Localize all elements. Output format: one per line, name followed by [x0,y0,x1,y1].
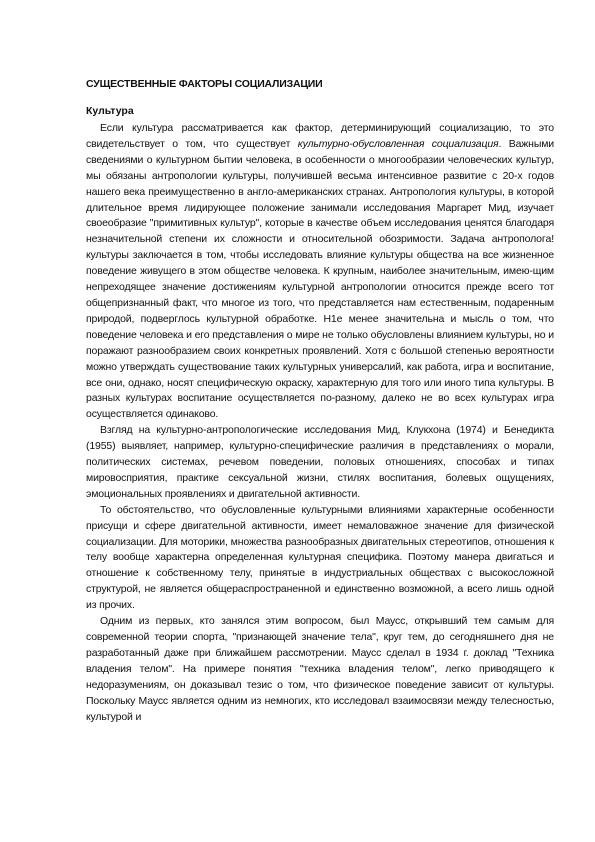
paragraph-text: . Важными сведениями о культурном бытии человека, в особенности о многообразии человеческих культур, мы обязаны антропологии культуры, получившей весьма интенсивное развитие с 20-х годов нашего века преимущественно в англо-американских странах. Антропология культуры, в которой длительное время лидирующее положение занимали исследования Маргарет Мид, изучает своеобразие "примитивных культур", которые в качестве объем исследования ценятся благодаря незначительной степени их сложности и относительной обозримости. Задача антропологa! культуры заключается в том, чтобы исследовать влияние культуры общества на все жизненное поведение живущего в этом обществе человека. К крупным, наиболее значительным, имею-щим непреходящее значение достижениям культурной антропологии относится прежде всего тот общепризнанный факт, что многое из того, что представляется нам естественным, подаренным природой, подверглось культурной обработке. Н1е менее значительна и мысль о том, что поведение человека и его представления о мире не только обусловлены влиянием культуры, но и поражают разнообразием своих конкретных проявлений. Хотя с большой степенью вероятности можно утверждать существование таких культурных универсалий, как работа, игра и воспитание, все они, однако, носят специфическую окраску, характерную для того или иного типа культуры. В разных культурах воспитание осуществляется по-разному, далеко не во всех культурах игра осуществляется одинаково. [86,137,555,421]
document-title: СУЩЕСТВЕННЫЕ ФАКТОРЫ СОЦИАЛИЗАЦИИ [86,78,323,90]
paragraph [86,503,554,614]
paragraph-text: Если культура рассматривается как фактор, детерминирующий социализацию, то это свидетельствует о том, что существует [86,122,554,150]
paragraph-text: Одним из первых, кто занялся этим вопросом, был Маусс, открывший тем самым для современной теории спорта, "признающей значение тела", круг тем, до сегодняшнего дня не разработанный даже при ближайшем рассмотрении. Маусс сделал в 1934 г. доклад "Техника владения телом". На примере понятия "техника владения телом", легко приводящего к недоразумениям, он доказывал тезис о том, что физическое поведение зависит от культуры. Поскольку Маусс является одним из немногих, кто исследовал взаимосвязи между телесностью, культурой и [86,615,554,723]
paragraph [86,614,554,725]
emphasized-term: культурно-обусловленная социализация [297,137,499,150]
paragraph-text: То обстоятельство, что обусловленные культурными влияниями характерные особенности присущи и сфере двигательной активности, имеет немаловажное значение для физической социализации. Для моторики, множества разнообразных двигательных стереотипов, отношения к телу вообще характерна определенная культурная специфика. Поэтому манера двигаться и отношение к собственному телу, принятые в индустриальных обществах с высокосложной структурой, не является общераспространенной и единственно возможной, а всего лишь одной из прочих. [86,503,554,612]
paragraph [86,121,554,423]
paragraph-text: Взгляд на культурно-антропологические исследования Мид, Клукхона (1974) и Бенедикта (1955) выявляет, например, культурно-специфические различия в представлениях о морали, политических системах, речевом поведении, половых отношениях, способах и типах мировосприятия, практике сексуальной жизни, стилях воспитания, болевых ощущениях, эмоциональных проявлениях и двигательной активности. [86,424,554,500]
paragraph [86,423,554,503]
body-text [86,121,554,725]
section-heading: Культура [86,105,134,117]
